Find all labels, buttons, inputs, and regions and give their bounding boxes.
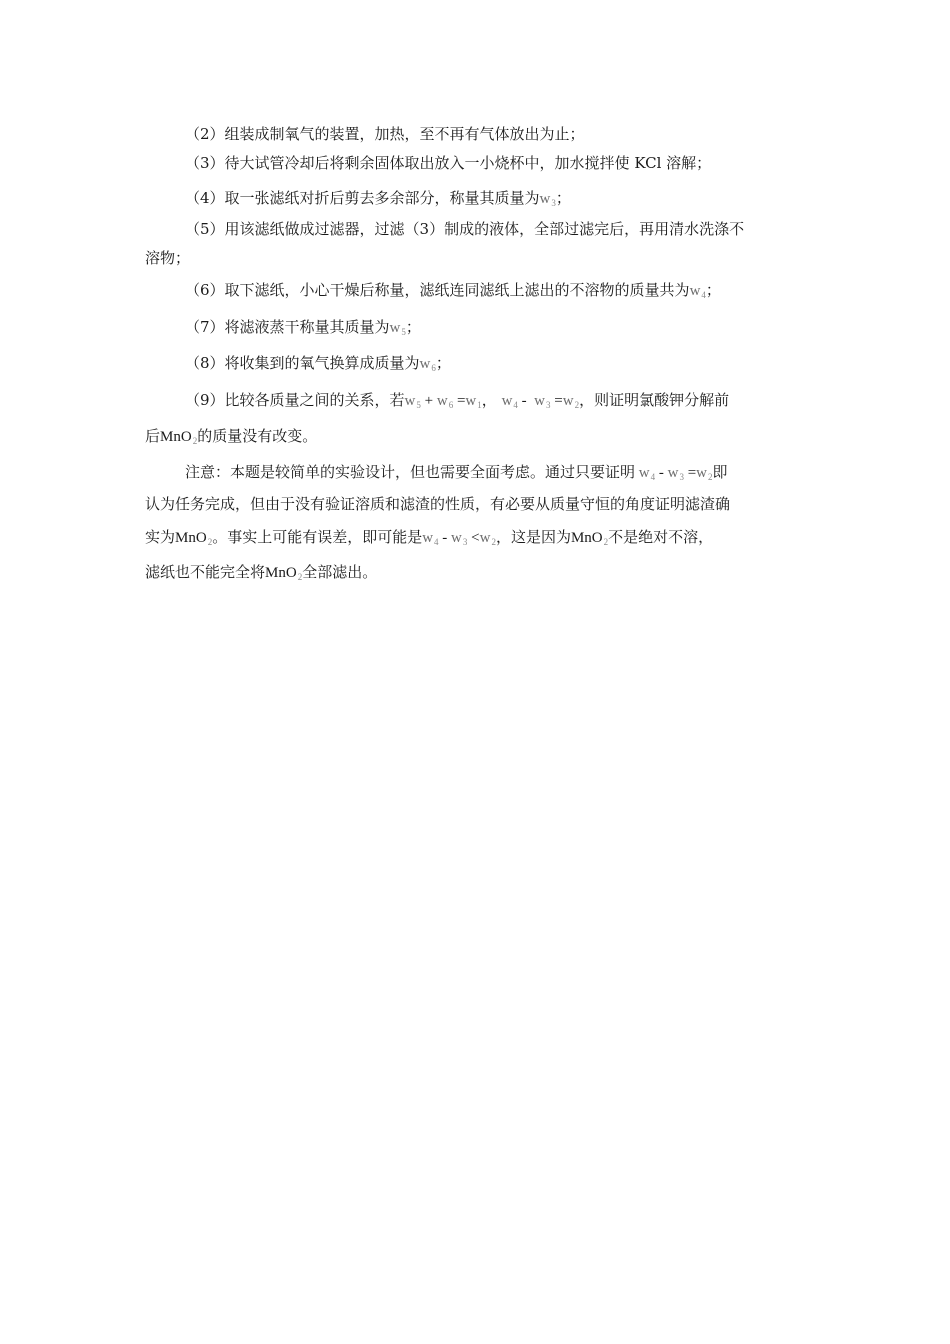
step-8: （8）将收集到的氧气换算成质量为$w_6$； — [185, 354, 451, 373]
inequality-note: $w_4 - w_3 <w_2$ — [422, 530, 496, 547]
step-6-text: （6）取下滤纸，小心干燥后称量，滤纸连同滤纸上滤出的不溶物的质量共为 — [185, 281, 690, 299]
step-3-text: （3）待大试管冷却后将剩余固体取出放入一小烧杯中，加水搅拌使 KCl 溶解； — [185, 154, 712, 172]
step-9-text: （9）比较各质量之间的关系，若 — [185, 391, 405, 409]
note-paragraph-line-2: 认为任务完成，但由于没有验证溶质和滤渣的性质，有必要从质量守恒的角度证明滤渣确 — [145, 495, 731, 513]
step-5-text: （5）用该滤纸做成过滤器，过滤（3）制成的液体，全部过滤完后，再用清水洗涤不 — [185, 220, 745, 238]
step-7: （7）将滤液蒸干称量其质量为$w_5$； — [185, 318, 421, 337]
step-4-text: （4）取一张滤纸对折后剪去多余部分，称量其质量为 — [185, 189, 540, 207]
step-9-continued: 后MnO$_2$的质量没有改变。 — [145, 427, 318, 446]
step-9: （9）比较各质量之间的关系，若$w_5 + w_6 =w_1$， $w_4 - w_3 =w_2$，则证明氯酸钾分解前 — [185, 391, 730, 410]
mno2-formula: MnO$_2$ — [570, 530, 609, 547]
mno2-formula: MnO$_2$ — [160, 429, 198, 446]
w6-symbol: $w_6$ — [419, 356, 436, 373]
w3-symbol: $w_3$ — [539, 191, 556, 208]
w4-symbol: $w_4$ — [689, 283, 706, 300]
equation-note-diff: $w_4 - w_3 =w_2$ — [638, 465, 713, 482]
step-5-continued: 溶物； — [145, 249, 191, 267]
w5-symbol: $w_5$ — [389, 320, 406, 337]
step-3 — [185, 153, 711, 173]
note-paragraph-line-4: 滤纸也不能完全将MnO$_2$全部滤出。 — [145, 563, 378, 582]
step-2 — [185, 124, 585, 144]
step-7-text: （7）将滤液蒸干称量其质量为 — [185, 318, 390, 336]
step-2-text: （2）组装成制氧气的装置，加热，至不再有气体放出为止； — [185, 125, 585, 143]
equation-mass-diff: $w_4 - w_3 =w_2$ — [501, 393, 580, 410]
note-paragraph-line-3: 实为MnO$_2$。事实上可能有误差，即可能是$w_4 - w_3 <w_2$，这是因为MnO$_2$不是绝对不溶， — [145, 528, 714, 547]
mno2-formula: MnO$_2$ — [175, 530, 213, 547]
step-4: （4）取一张滤纸对折后剪去多余部分，称量其质量为$w_3$； — [185, 189, 571, 208]
step-5 — [185, 219, 744, 239]
equation-mass-sum: $w_5 + w_6 =w_1$ — [404, 393, 482, 410]
step-8-text: （8）将收集到的氧气换算成质量为 — [185, 354, 420, 372]
step-6: （6）取下滤纸，小心干燥后称量，滤纸连同滤纸上滤出的不溶物的质量共为$w_4$； — [185, 281, 721, 300]
note-paragraph-line-1: 注意：本题是较简单的实验设计，但也需要全面考虑。通过只要证明 $w_4 - w_3 =w_2$即 — [185, 463, 728, 482]
mno2-formula: MnO$_2$ — [265, 565, 303, 582]
